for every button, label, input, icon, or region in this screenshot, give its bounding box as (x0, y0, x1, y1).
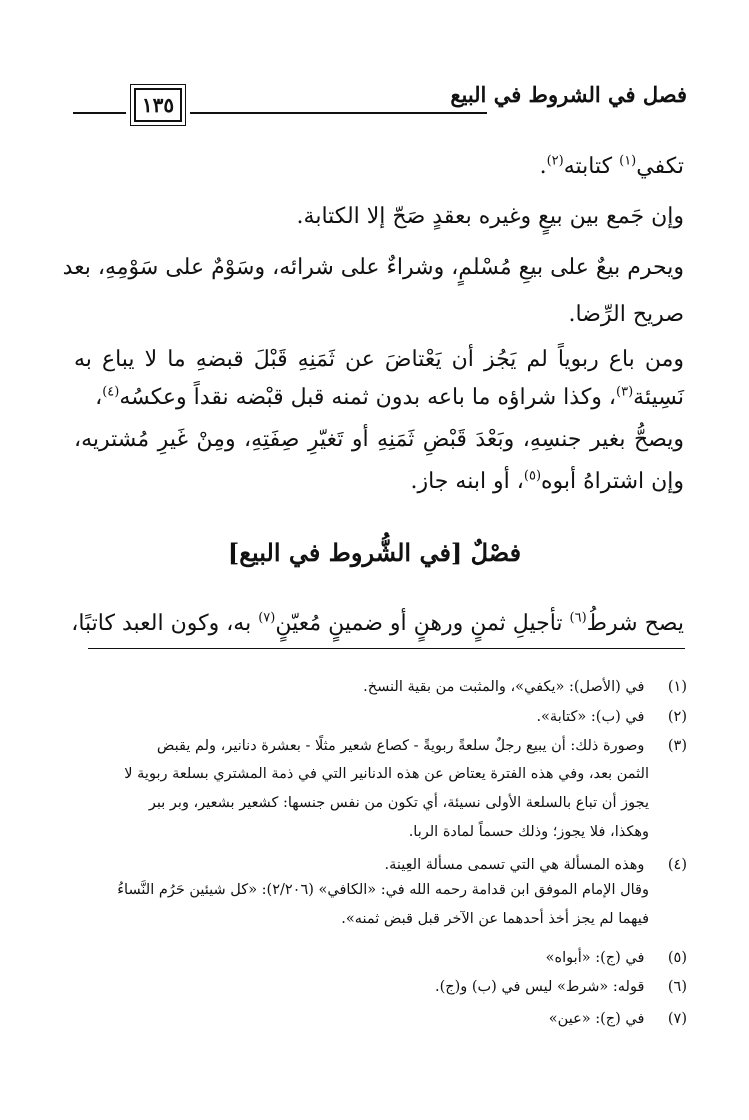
body-line-6 (74, 381, 684, 415)
footnote-4-line-3: فيهما لم يجز أخذ أحدهما عن الآخر قبل قبض ثمنه». (341, 911, 649, 927)
section-heading: فصْلٌ [في الشُّروط في البيع] (227, 538, 522, 567)
page-number: ١٣٥ (141, 93, 175, 117)
footnote-ref-7: (٧) (258, 610, 276, 626)
footnote-4-line-2: وقال الإمام الموفق ابن قدامة رحمه الله في: «الكافي» (٢/٢٠٦): «كل شيئين حَرُم النَّساءُ (117, 882, 649, 898)
footnote-4 (70, 853, 687, 877)
footnote-ref-5: (٥) (523, 468, 542, 484)
footnote-text: في (الأصل): «يكفي»، والمثبت من بقية النسخ. (363, 679, 645, 695)
footnote-3 (70, 734, 687, 758)
footnote-number: (٥) (667, 950, 687, 966)
text-run: ، أو ابنه جاز. (410, 469, 524, 494)
running-header-title: فصل في الشروط في البيع (450, 82, 687, 107)
header-rule-right (190, 112, 487, 114)
body-line-9 (71, 607, 684, 641)
footnote-ref-4: (٤) (102, 384, 120, 400)
text-run: وإن اشتراهُ أبوه (541, 469, 684, 494)
footnote-7 (70, 1007, 687, 1031)
footnote-2 (70, 705, 687, 729)
footnote-separator (88, 648, 685, 649)
body-line-1 (74, 150, 684, 184)
body-line-2: وإن جَمع بين بيعٍ وغيره بعقدٍ صَحّ إلا الكتابة. (296, 204, 684, 229)
text-run: كتابته (563, 154, 620, 179)
text-run: ، (95, 385, 103, 410)
footnote-text: وصورة ذلك: أن يبيع رجلٌ سلعةً ربويةً - كصاع شعير مثلًا - بعشرة دنانير، ولم يقبض (156, 738, 645, 754)
footnote-5 (70, 946, 687, 970)
text-run: يصح شرطُ (586, 611, 684, 636)
footnote-text: في (ب): «كتابة». (536, 709, 645, 725)
body-line-5: ومن باع ربوياً لم يَجُز أن يَعْتاضَ عن ثَمَنِهِ قَبْلَ قبضهِ ما لا يباع به (74, 347, 684, 372)
body-line-3: ويحرم بيعٌ على بيعِ مُسْلمٍ، وشراءٌ على شرائه، وسَوْمٌ على سَوْمِهِ، بعد (62, 255, 684, 280)
footnote-ref-6: (٦) (569, 610, 587, 626)
text-run: تكفي (636, 154, 684, 179)
footnote-number: (٣) (667, 738, 687, 754)
page-number-box (134, 88, 182, 122)
footnote-text: في (ج): «عين» (548, 1011, 645, 1027)
footnote-ref-3: (٣) (616, 384, 634, 400)
footnote-text: في (ج): «أبواه» (545, 950, 645, 966)
text-run: نَسِيئة (633, 385, 684, 410)
footnote-number: (٦) (667, 979, 687, 995)
footnote-1 (70, 675, 687, 699)
footnote-number: (٤) (667, 857, 687, 873)
footnote-number: (٢) (667, 709, 687, 725)
footnote-number: (٧) (667, 1011, 687, 1027)
footnote-number: (١) (667, 679, 687, 695)
footnote-text: قوله: «شرط» ليس في (ب) و(ج). (434, 979, 645, 995)
footnote-3-line-2: الثمن بعد، وفي هذه الفترة يعتاض عن هذه الدنانير التي في ذمة المشتري بسلعة ربوية لا (124, 766, 649, 782)
footnote-6 (70, 975, 687, 999)
header-rule-left (73, 112, 126, 114)
footnote-3-line-4: وهكذا، فلا يجوز؛ وذلك حسماً لمادة الربا. (408, 824, 649, 840)
body-line-8 (74, 465, 684, 499)
text-run: به، وكون العبد كاتبًا، (71, 611, 259, 636)
footnote-text: وهذه المسألة هي التي تسمى مسألة العِينة. (384, 857, 645, 873)
footnote-3-line-3: يجوز أن تباع بالسلعة الأولى نسيئة، أي تكون من نفس جنسها: كشعير بشعير، وبر ببر (148, 795, 649, 811)
footnote-ref-1: (١) (619, 153, 637, 169)
body-line-4: صريح الرِّضا. (568, 302, 684, 327)
body-line-7: ويصحُّ بغير جنسِهِ، وبَعْدَ قَبْضِ ثَمَنِهِ أو تَغيّرِ صِفَتِهِ، ومِنْ غَيرِ مُشتريه، (74, 427, 684, 452)
footnote-ref-2: (٢) (546, 153, 564, 169)
text-run: . (539, 154, 547, 179)
text-run: تأجيلِ ثمنٍ ورهنٍ أو ضمينٍ مُعيّنٍ (275, 611, 570, 636)
text-run: ، وكذا شراؤه ما باعه بدون ثمنه قبل قبْضه نقداً وعكسُه (119, 385, 617, 410)
